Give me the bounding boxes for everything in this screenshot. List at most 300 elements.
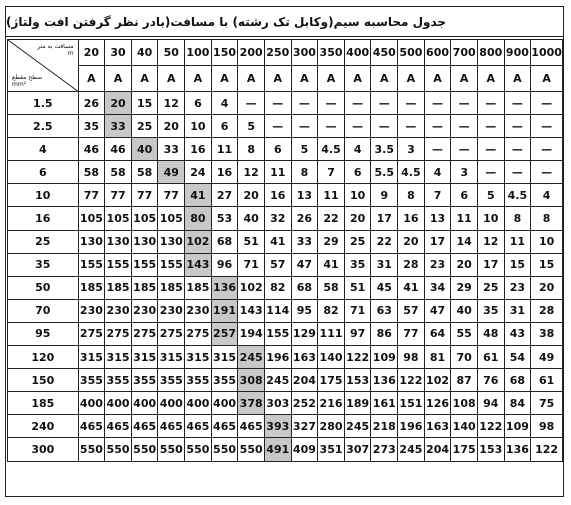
distance-header-cell: 30 bbox=[105, 40, 132, 66]
current-cell: 15 bbox=[531, 253, 563, 276]
current-cell: 11 bbox=[211, 138, 238, 161]
current-cell: 12 bbox=[158, 92, 185, 115]
page-title: جدول محاسبه سیم(وکابل تک رشته) با مسافت(بادر نظر گرفتن افت ولتاژ) bbox=[6, 7, 563, 37]
current-cell: 153 bbox=[344, 369, 371, 392]
table-row bbox=[8, 322, 563, 345]
current-cell: 196 bbox=[264, 346, 291, 369]
current-cell: — bbox=[264, 92, 291, 115]
current-cell: — bbox=[291, 92, 318, 115]
unit-header-cell: A bbox=[318, 66, 345, 92]
current-cell: 122 bbox=[398, 369, 425, 392]
current-cell: 13 bbox=[291, 184, 318, 207]
current-cell: 6 bbox=[211, 115, 238, 138]
current-cell: 185 bbox=[131, 276, 158, 299]
current-cell: — bbox=[318, 115, 345, 138]
section-cell: 240 bbox=[8, 415, 79, 438]
current-cell: 315 bbox=[78, 346, 105, 369]
current-cell: — bbox=[531, 92, 563, 115]
current-cell: — bbox=[477, 115, 504, 138]
current-cell: 38 bbox=[531, 322, 563, 345]
current-cell: 122 bbox=[477, 415, 504, 438]
current-cell: — bbox=[424, 92, 451, 115]
current-cell: 35 bbox=[344, 253, 371, 276]
distance-header-cell: 40 bbox=[131, 40, 158, 66]
current-cell: 105 bbox=[131, 207, 158, 230]
current-cell: 307 bbox=[344, 438, 371, 461]
current-cell: — bbox=[344, 92, 371, 115]
current-cell: 23 bbox=[504, 276, 531, 299]
current-cell: 550 bbox=[78, 438, 105, 461]
current-cell: 465 bbox=[185, 415, 212, 438]
current-cell: 45 bbox=[371, 276, 398, 299]
current-cell: 75 bbox=[531, 392, 563, 415]
current-cell: 245 bbox=[264, 369, 291, 392]
current-cell: — bbox=[424, 138, 451, 161]
current-cell: — bbox=[504, 115, 531, 138]
current-cell: 315 bbox=[185, 346, 212, 369]
current-cell: 230 bbox=[185, 299, 212, 322]
current-cell: 51 bbox=[238, 230, 265, 253]
current-cell: 111 bbox=[318, 322, 345, 345]
table-frame bbox=[5, 6, 564, 497]
current-cell: 4.5 bbox=[398, 161, 425, 184]
highlighted-current-cell: 49 bbox=[158, 161, 185, 184]
current-cell: 155 bbox=[158, 253, 185, 276]
current-cell: — bbox=[504, 161, 531, 184]
current-cell: 20 bbox=[451, 253, 478, 276]
current-cell: 355 bbox=[185, 369, 212, 392]
table-row bbox=[8, 346, 563, 369]
current-cell: 550 bbox=[238, 438, 265, 461]
highlighted-current-cell: 393 bbox=[264, 415, 291, 438]
current-cell: 20 bbox=[531, 276, 563, 299]
unit-header-cell: A bbox=[158, 66, 185, 92]
current-cell: 49 bbox=[531, 346, 563, 369]
current-cell: 26 bbox=[291, 207, 318, 230]
current-cell: 550 bbox=[131, 438, 158, 461]
current-cell: 400 bbox=[158, 392, 185, 415]
current-cell: — bbox=[344, 115, 371, 138]
current-cell: 68 bbox=[291, 276, 318, 299]
current-cell: — bbox=[531, 115, 563, 138]
current-cell: 400 bbox=[131, 392, 158, 415]
table-row bbox=[8, 138, 563, 161]
current-cell: 175 bbox=[451, 438, 478, 461]
current-cell: 550 bbox=[185, 438, 212, 461]
current-cell: 105 bbox=[158, 207, 185, 230]
current-cell: 4 bbox=[531, 184, 563, 207]
current-cell: 155 bbox=[131, 253, 158, 276]
current-cell: 5 bbox=[291, 138, 318, 161]
current-cell: 8 bbox=[291, 161, 318, 184]
current-cell: — bbox=[531, 138, 563, 161]
current-cell: 218 bbox=[371, 415, 398, 438]
current-cell: — bbox=[451, 92, 478, 115]
unit-header-cell: A bbox=[211, 66, 238, 92]
current-cell: 355 bbox=[78, 369, 105, 392]
current-cell: 7 bbox=[318, 161, 345, 184]
current-cell: 28 bbox=[531, 299, 563, 322]
current-cell: 51 bbox=[344, 276, 371, 299]
current-cell: 550 bbox=[158, 438, 185, 461]
distance-unit: m bbox=[67, 50, 74, 57]
distance-header-cell: 50 bbox=[158, 40, 185, 66]
current-cell: 54 bbox=[504, 346, 531, 369]
current-cell: 95 bbox=[291, 299, 318, 322]
current-cell: 35 bbox=[477, 299, 504, 322]
current-cell: 77 bbox=[158, 184, 185, 207]
unit-header-cell: A bbox=[398, 66, 425, 92]
current-cell: 15 bbox=[131, 92, 158, 115]
distance-header-cell: 350 bbox=[318, 40, 345, 66]
current-cell: 76 bbox=[477, 369, 504, 392]
section-cell: 16 bbox=[8, 207, 79, 230]
current-cell: 12 bbox=[238, 161, 265, 184]
current-cell: 105 bbox=[105, 207, 132, 230]
current-cell: 355 bbox=[211, 369, 238, 392]
current-cell: 315 bbox=[105, 346, 132, 369]
highlighted-current-cell: 491 bbox=[264, 438, 291, 461]
current-cell: — bbox=[477, 161, 504, 184]
current-cell: 82 bbox=[318, 299, 345, 322]
current-cell: 20 bbox=[158, 115, 185, 138]
current-cell: 55 bbox=[451, 322, 478, 345]
highlighted-current-cell: 378 bbox=[238, 392, 265, 415]
current-cell: 275 bbox=[158, 322, 185, 345]
unit-header-row bbox=[8, 66, 563, 92]
current-cell: 151 bbox=[398, 392, 425, 415]
distance-header-cell: 900 bbox=[504, 40, 531, 66]
current-cell: 185 bbox=[78, 276, 105, 299]
current-cell: 22 bbox=[371, 230, 398, 253]
current-cell: 140 bbox=[318, 346, 345, 369]
current-cell: 9 bbox=[371, 184, 398, 207]
current-cell: 98 bbox=[398, 346, 425, 369]
table-row bbox=[8, 438, 563, 461]
current-cell: 245 bbox=[344, 415, 371, 438]
current-cell: 140 bbox=[451, 415, 478, 438]
current-cell: 230 bbox=[131, 299, 158, 322]
distance-header-cell: 1000 bbox=[531, 40, 563, 66]
current-cell: 5.5 bbox=[371, 161, 398, 184]
current-cell: 109 bbox=[504, 415, 531, 438]
unit-header-cell: A bbox=[424, 66, 451, 92]
current-cell: 26 bbox=[78, 92, 105, 115]
current-cell: 275 bbox=[131, 322, 158, 345]
current-cell: 10 bbox=[185, 115, 212, 138]
section-cell: 95 bbox=[8, 322, 79, 345]
current-cell: 58 bbox=[105, 161, 132, 184]
current-cell: 24 bbox=[185, 161, 212, 184]
table-row bbox=[8, 369, 563, 392]
current-cell: 465 bbox=[158, 415, 185, 438]
current-cell: 400 bbox=[105, 392, 132, 415]
current-cell: 550 bbox=[211, 438, 238, 461]
current-cell: 275 bbox=[185, 322, 212, 345]
current-cell: 155 bbox=[105, 253, 132, 276]
table-row bbox=[8, 230, 563, 253]
current-cell: 77 bbox=[131, 184, 158, 207]
current-cell: 87 bbox=[451, 369, 478, 392]
distance-header-cell: 300 bbox=[291, 40, 318, 66]
current-cell: 27 bbox=[211, 184, 238, 207]
distance-header-cell: 600 bbox=[424, 40, 451, 66]
unit-header-cell: A bbox=[451, 66, 478, 92]
current-cell: 16 bbox=[185, 138, 212, 161]
highlighted-current-cell: 308 bbox=[238, 369, 265, 392]
current-cell: 109 bbox=[371, 346, 398, 369]
distance-axis-label bbox=[37, 43, 73, 57]
highlighted-current-cell: 191 bbox=[211, 299, 238, 322]
current-cell: 189 bbox=[344, 392, 371, 415]
distance-header-cell: 500 bbox=[398, 40, 425, 66]
section-cell: 25 bbox=[8, 230, 79, 253]
current-cell: 61 bbox=[531, 369, 563, 392]
current-cell: 35 bbox=[78, 115, 105, 138]
current-cell: 185 bbox=[105, 276, 132, 299]
unit-header-cell: A bbox=[264, 66, 291, 92]
section-axis-label bbox=[12, 74, 42, 88]
current-cell: 86 bbox=[371, 322, 398, 345]
current-cell: 230 bbox=[78, 299, 105, 322]
current-cell: 4.5 bbox=[318, 138, 345, 161]
current-cell: 6 bbox=[264, 138, 291, 161]
section-cell: 150 bbox=[8, 369, 79, 392]
distance-header-row bbox=[8, 40, 563, 66]
highlighted-current-cell: 102 bbox=[185, 230, 212, 253]
current-cell: 41 bbox=[264, 230, 291, 253]
current-cell: 16 bbox=[264, 184, 291, 207]
current-cell: 28 bbox=[398, 253, 425, 276]
current-cell: 57 bbox=[398, 299, 425, 322]
current-cell: 185 bbox=[185, 276, 212, 299]
current-cell: 53 bbox=[211, 207, 238, 230]
current-cell: 11 bbox=[264, 161, 291, 184]
current-cell: 136 bbox=[504, 438, 531, 461]
current-cell: — bbox=[477, 138, 504, 161]
unit-header-cell: A bbox=[504, 66, 531, 92]
current-cell: 48 bbox=[477, 322, 504, 345]
current-cell: — bbox=[451, 115, 478, 138]
table-row bbox=[8, 92, 563, 115]
section-cell: 185 bbox=[8, 392, 79, 415]
current-cell: 17 bbox=[371, 207, 398, 230]
current-cell: 4 bbox=[211, 92, 238, 115]
current-cell: 163 bbox=[291, 346, 318, 369]
current-cell: 3.5 bbox=[371, 138, 398, 161]
current-cell: 31 bbox=[371, 253, 398, 276]
section-cell: 6 bbox=[8, 161, 79, 184]
current-cell: 8 bbox=[398, 184, 425, 207]
current-cell: 153 bbox=[477, 438, 504, 461]
current-cell: 15 bbox=[504, 253, 531, 276]
current-cell: 22 bbox=[318, 207, 345, 230]
current-cell: — bbox=[318, 92, 345, 115]
current-cell: 77 bbox=[105, 184, 132, 207]
current-cell: 400 bbox=[211, 392, 238, 415]
highlighted-current-cell: 136 bbox=[211, 276, 238, 299]
current-cell: 130 bbox=[105, 230, 132, 253]
current-cell: 63 bbox=[371, 299, 398, 322]
current-cell: 400 bbox=[185, 392, 212, 415]
current-cell: 6 bbox=[185, 92, 212, 115]
current-cell: 47 bbox=[424, 299, 451, 322]
current-cell: 355 bbox=[158, 369, 185, 392]
section-cell: 120 bbox=[8, 346, 79, 369]
current-cell: 7 bbox=[424, 184, 451, 207]
table-row bbox=[8, 184, 563, 207]
highlighted-current-cell: 40 bbox=[131, 138, 158, 161]
current-cell: 126 bbox=[424, 392, 451, 415]
current-cell: 68 bbox=[211, 230, 238, 253]
current-cell: 17 bbox=[424, 230, 451, 253]
table-row bbox=[8, 299, 563, 322]
current-cell: 465 bbox=[105, 415, 132, 438]
current-cell: 43 bbox=[504, 322, 531, 345]
current-cell: 550 bbox=[105, 438, 132, 461]
current-cell: 70 bbox=[451, 346, 478, 369]
current-cell: — bbox=[477, 92, 504, 115]
distance-header-cell: 20 bbox=[78, 40, 105, 66]
current-cell: 185 bbox=[158, 276, 185, 299]
current-cell: 17 bbox=[477, 253, 504, 276]
current-cell: 33 bbox=[291, 230, 318, 253]
section-label: سطح مقطع bbox=[12, 74, 43, 81]
current-cell: 129 bbox=[291, 322, 318, 345]
current-cell: — bbox=[291, 115, 318, 138]
table-row bbox=[8, 392, 563, 415]
current-cell: 41 bbox=[318, 253, 345, 276]
current-cell: 280 bbox=[318, 415, 345, 438]
current-cell: 16 bbox=[398, 207, 425, 230]
current-cell: 61 bbox=[477, 346, 504, 369]
current-cell: 355 bbox=[131, 369, 158, 392]
current-cell: 130 bbox=[78, 230, 105, 253]
section-cell: 1.5 bbox=[8, 92, 79, 115]
current-cell: 5 bbox=[477, 184, 504, 207]
current-cell: 273 bbox=[371, 438, 398, 461]
section-unit: mm² bbox=[12, 81, 27, 88]
current-cell: 315 bbox=[158, 346, 185, 369]
highlighted-current-cell: 33 bbox=[105, 115, 132, 138]
current-cell: 25 bbox=[344, 230, 371, 253]
table-row bbox=[8, 207, 563, 230]
current-cell: 4.5 bbox=[504, 184, 531, 207]
current-cell: 204 bbox=[291, 369, 318, 392]
current-cell: — bbox=[264, 115, 291, 138]
current-cell: — bbox=[371, 92, 398, 115]
current-cell: 77 bbox=[78, 184, 105, 207]
wire-sizing-table bbox=[7, 39, 563, 462]
unit-header-cell: A bbox=[477, 66, 504, 92]
current-cell: 71 bbox=[344, 299, 371, 322]
current-cell: 303 bbox=[264, 392, 291, 415]
current-cell: 82 bbox=[264, 276, 291, 299]
highlighted-current-cell: 143 bbox=[185, 253, 212, 276]
current-cell: 8 bbox=[531, 207, 563, 230]
current-cell: — bbox=[531, 161, 563, 184]
current-cell: — bbox=[451, 138, 478, 161]
current-cell: 465 bbox=[131, 415, 158, 438]
current-cell: 204 bbox=[424, 438, 451, 461]
current-cell: 136 bbox=[371, 369, 398, 392]
current-cell: 25 bbox=[131, 115, 158, 138]
highlighted-current-cell: 80 bbox=[185, 207, 212, 230]
section-cell: 300 bbox=[8, 438, 79, 461]
current-cell: — bbox=[371, 115, 398, 138]
current-cell: 84 bbox=[504, 392, 531, 415]
current-cell: 12 bbox=[477, 230, 504, 253]
current-cell: 32 bbox=[264, 207, 291, 230]
current-cell: 10 bbox=[531, 230, 563, 253]
highlighted-current-cell: 41 bbox=[185, 184, 212, 207]
current-cell: 122 bbox=[531, 438, 563, 461]
current-cell: 465 bbox=[238, 415, 265, 438]
current-cell: 29 bbox=[451, 276, 478, 299]
current-cell: 6 bbox=[344, 161, 371, 184]
distance-header-cell: 800 bbox=[477, 40, 504, 66]
current-cell: 102 bbox=[424, 369, 451, 392]
current-cell: 77 bbox=[398, 322, 425, 345]
section-cell: 35 bbox=[8, 253, 79, 276]
current-cell: 57 bbox=[264, 253, 291, 276]
section-cell: 50 bbox=[8, 276, 79, 299]
current-cell: 130 bbox=[131, 230, 158, 253]
section-cell: 4 bbox=[8, 138, 79, 161]
current-cell: 34 bbox=[424, 276, 451, 299]
current-cell: 465 bbox=[211, 415, 238, 438]
current-cell: 400 bbox=[78, 392, 105, 415]
current-cell: 6 bbox=[451, 184, 478, 207]
current-cell: 4 bbox=[424, 161, 451, 184]
unit-header-cell: A bbox=[291, 66, 318, 92]
unit-header-cell: A bbox=[131, 66, 158, 92]
current-cell: 96 bbox=[211, 253, 238, 276]
current-cell: 155 bbox=[264, 322, 291, 345]
unit-header-cell: A bbox=[238, 66, 265, 92]
current-cell: 25 bbox=[477, 276, 504, 299]
section-cell: 70 bbox=[8, 299, 79, 322]
current-cell: 58 bbox=[131, 161, 158, 184]
current-cell: 409 bbox=[291, 438, 318, 461]
table-row bbox=[8, 115, 563, 138]
current-cell: 252 bbox=[291, 392, 318, 415]
current-cell: 3 bbox=[451, 161, 478, 184]
current-cell: 71 bbox=[238, 253, 265, 276]
current-cell: 31 bbox=[504, 299, 531, 322]
current-cell: 230 bbox=[158, 299, 185, 322]
current-cell: 40 bbox=[238, 207, 265, 230]
unit-header-cell: A bbox=[185, 66, 212, 92]
current-cell: — bbox=[504, 92, 531, 115]
current-cell: — bbox=[398, 115, 425, 138]
section-cell: 2.5 bbox=[8, 115, 79, 138]
current-cell: 3 bbox=[398, 138, 425, 161]
current-cell: 143 bbox=[238, 299, 265, 322]
unit-header-cell: A bbox=[105, 66, 132, 92]
current-cell: 327 bbox=[291, 415, 318, 438]
current-cell: 275 bbox=[78, 322, 105, 345]
current-cell: 216 bbox=[318, 392, 345, 415]
unit-header-cell: A bbox=[78, 66, 105, 92]
distance-header-cell: 200 bbox=[238, 40, 265, 66]
distance-header-cell: 100 bbox=[185, 40, 212, 66]
current-cell: 196 bbox=[398, 415, 425, 438]
current-cell: 102 bbox=[238, 276, 265, 299]
current-cell: 175 bbox=[318, 369, 345, 392]
current-cell: 13 bbox=[424, 207, 451, 230]
current-cell: 40 bbox=[451, 299, 478, 322]
